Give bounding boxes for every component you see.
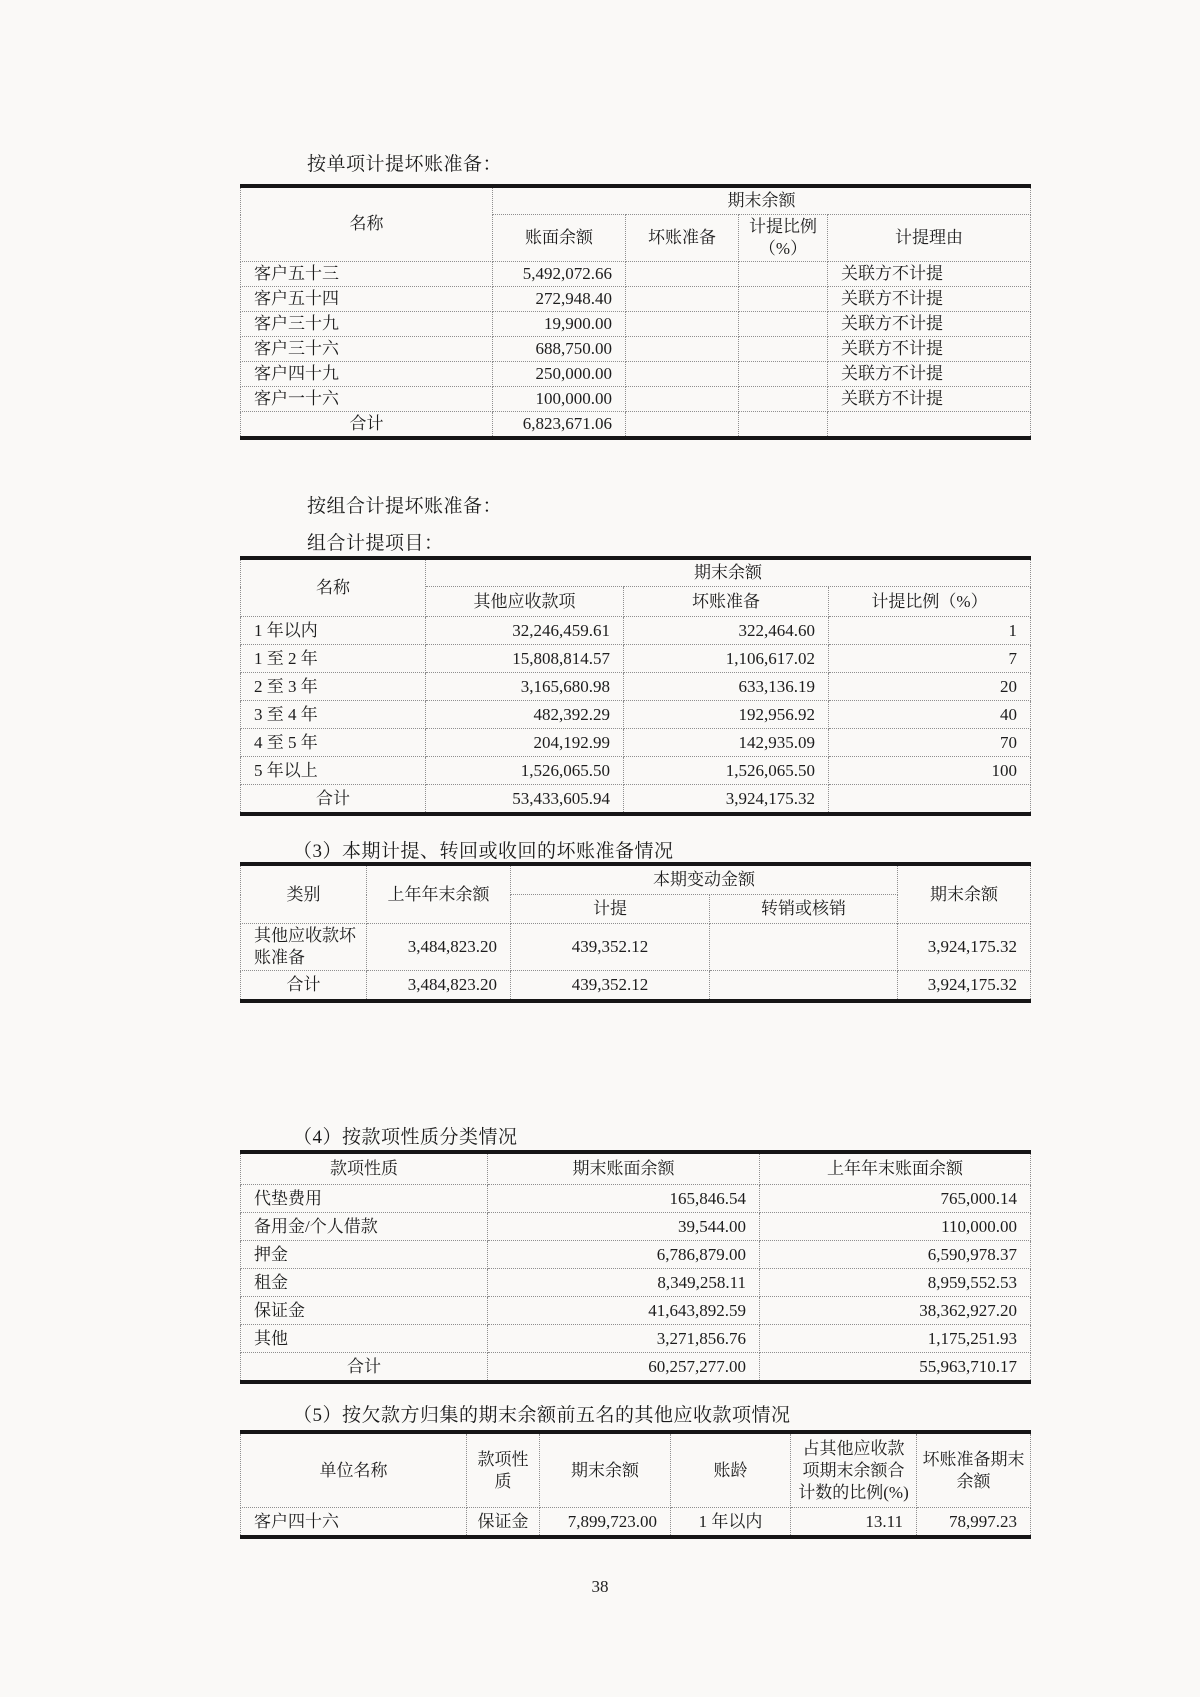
table-cell	[739, 336, 828, 361]
table-cell: 20	[829, 673, 1031, 701]
column-header-ending-book-balance: 期末账面余额	[488, 1152, 760, 1185]
table-cell: 39,544.00	[488, 1213, 760, 1241]
table-row	[241, 361, 1031, 386]
table-cell	[626, 336, 739, 361]
table-cell: 110,000.00	[760, 1213, 1031, 1241]
top-five-debtors-table	[240, 1430, 1031, 1539]
section-title-provision-movement: （3）本期计提、转回或收回的坏账准备情况	[293, 841, 674, 862]
table-cell: 322,464.60	[624, 617, 829, 645]
table-row	[241, 970, 1031, 1001]
column-header-prior-year-balance: 上年年末余额	[367, 864, 511, 924]
table-cell: 19,900.00	[493, 311, 626, 336]
table-cell: 60,257,277.00	[488, 1353, 760, 1383]
column-header-category: 类别	[241, 864, 367, 924]
column-header-accrual: 计提	[511, 895, 710, 924]
table-row	[241, 311, 1031, 336]
table-row	[241, 645, 1031, 673]
table-cell: 3,924,175.32	[898, 970, 1031, 1001]
table-cell	[739, 286, 828, 311]
table-row	[241, 1213, 1031, 1241]
table-cell: 272,948.40	[493, 286, 626, 311]
table-row	[241, 1325, 1031, 1353]
table-cell: 3,271,856.76	[488, 1325, 760, 1353]
table-cell: 租金	[241, 1269, 488, 1297]
table-cell	[739, 311, 828, 336]
table-cell: 13.11	[791, 1508, 917, 1538]
table-cell: 关联方不计提	[828, 286, 1031, 311]
table-cell	[739, 361, 828, 386]
column-header-nature: 款项性质	[467, 1432, 540, 1508]
column-header-bad-debt-provision: 坏账准备	[626, 215, 739, 262]
table-cell: 3,484,823.20	[367, 970, 511, 1001]
table-cell	[626, 311, 739, 336]
column-header-unit-name: 单位名称	[241, 1432, 467, 1508]
table-cell: 41,643,892.59	[488, 1297, 760, 1325]
table-header	[241, 1432, 1031, 1508]
table-header-row	[241, 186, 1031, 215]
table-row	[241, 701, 1031, 729]
table-cell: 3,924,175.32	[898, 924, 1031, 971]
table-header-row	[241, 1152, 1031, 1185]
table-cell: 合计	[241, 411, 493, 438]
column-header-provision-ratio: 计提比例（%）	[829, 587, 1031, 617]
table-cell: 7	[829, 645, 1031, 673]
table-row	[241, 785, 1031, 815]
section-title-top-five-debtors: （5）按欠款方归集的期末余额前五名的其他应收款项情况	[293, 1405, 791, 1426]
table-row	[241, 1297, 1031, 1325]
table-cell: 客户四十六	[241, 1508, 467, 1538]
table-cell	[626, 286, 739, 311]
table-cell: 15,808,814.57	[426, 645, 624, 673]
table-row	[241, 261, 1031, 286]
table-row	[241, 286, 1031, 311]
table-row	[241, 924, 1031, 971]
table-row	[241, 411, 1031, 438]
table-body	[241, 924, 1031, 1001]
table-cell: 7,899,723.00	[540, 1508, 671, 1538]
section-subtitle-portfolio-items: 组合计提项目：	[307, 533, 444, 554]
table-cell: 439,352.12	[511, 924, 710, 971]
classification-by-nature-table	[240, 1150, 1031, 1384]
table-cell: 5 年以上	[241, 757, 426, 785]
table-cell: 备用金/个人借款	[241, 1213, 488, 1241]
column-header-ending-balance: 期末余额	[540, 1432, 671, 1508]
column-header-bad-debt-provision: 坏账准备	[624, 587, 829, 617]
table-header-row	[241, 864, 1031, 895]
table-body	[241, 1508, 1031, 1538]
table-cell: 客户五十三	[241, 261, 493, 286]
table-cell: 6,786,879.00	[488, 1241, 760, 1269]
column-header-aging: 账龄	[671, 1432, 791, 1508]
table-cell: 3,165,680.98	[426, 673, 624, 701]
page-number: 38	[591, 1577, 609, 1596]
table-cell: 5,492,072.66	[493, 261, 626, 286]
column-header-ending-balance: 期末余额	[898, 864, 1031, 924]
column-header-provision-ratio: 计提比例（%）	[739, 215, 828, 262]
table-cell	[739, 386, 828, 411]
table-cell: 1,106,617.02	[624, 645, 829, 673]
table-cell: 1 年以内	[671, 1508, 791, 1538]
table-cell: 客户五十四	[241, 286, 493, 311]
column-header-prior-year-book-balance: 上年年末账面余额	[760, 1152, 1031, 1185]
table-cell: 250,000.00	[493, 361, 626, 386]
table-cell: 4 至 5 年	[241, 729, 426, 757]
table-row	[241, 757, 1031, 785]
table-cell: 保证金	[467, 1508, 540, 1538]
table-row	[241, 336, 1031, 361]
table-cell: 其他应收款坏账准备	[241, 924, 367, 971]
table-cell: 765,000.14	[760, 1185, 1031, 1213]
column-header-book-balance: 账面余额	[493, 215, 626, 262]
column-header-writeoff: 转销或核销	[710, 895, 898, 924]
table-cell: 192,956.92	[624, 701, 829, 729]
table-row	[241, 729, 1031, 757]
table-cell: 1 年以内	[241, 617, 426, 645]
table-cell: 保证金	[241, 1297, 488, 1325]
table-cell: 合计	[241, 970, 367, 1001]
table-header	[241, 864, 1031, 924]
table-cell: 1	[829, 617, 1031, 645]
table-cell	[739, 261, 828, 286]
provision-movement-table	[240, 862, 1031, 1003]
table-cell: 78,997.23	[917, 1508, 1031, 1538]
column-header-provision-reason: 计提理由	[828, 215, 1031, 262]
table-body	[241, 261, 1031, 438]
table-row	[241, 1185, 1031, 1213]
column-group-header-ending-balance: 期末余额	[426, 558, 1031, 587]
column-header-nature: 款项性质	[241, 1152, 488, 1185]
table-cell: 关联方不计提	[828, 386, 1031, 411]
table-cell	[828, 411, 1031, 438]
table-cell: 关联方不计提	[828, 261, 1031, 286]
table-cell: 客户三十九	[241, 311, 493, 336]
table-cell: 押金	[241, 1241, 488, 1269]
table-cell	[739, 411, 828, 438]
table-cell: 2 至 3 年	[241, 673, 426, 701]
table-cell	[626, 386, 739, 411]
section-title-individual-provision: 按单项计提坏账准备：	[307, 154, 503, 175]
table-cell: 关联方不计提	[828, 311, 1031, 336]
column-header-other-receivables: 其他应收款项	[426, 587, 624, 617]
table-cell: 6,590,978.37	[760, 1241, 1031, 1269]
table-cell	[626, 411, 739, 438]
table-cell	[829, 785, 1031, 815]
portfolio-provision-table	[240, 556, 1031, 816]
table-cell: 其他	[241, 1325, 488, 1353]
table-row	[241, 617, 1031, 645]
table-cell: 客户三十六	[241, 336, 493, 361]
table-cell: 3 至 4 年	[241, 701, 426, 729]
table-header-row	[241, 558, 1031, 587]
table-cell: 165,846.54	[488, 1185, 760, 1213]
column-group-header-ending-balance: 期末余额	[493, 186, 1031, 215]
table-cell	[626, 261, 739, 286]
table-cell: 38,362,927.20	[760, 1297, 1031, 1325]
table-cell	[626, 361, 739, 386]
table-cell: 3,924,175.32	[624, 785, 829, 815]
table-cell: 482,392.29	[426, 701, 624, 729]
table-cell: 439,352.12	[511, 970, 710, 1001]
column-header-name: 名称	[241, 186, 493, 261]
table-cell: 688,750.00	[493, 336, 626, 361]
table-cell: 6,823,671.06	[493, 411, 626, 438]
table-cell: 1,526,065.50	[624, 757, 829, 785]
table-body	[241, 1185, 1031, 1383]
table-row	[241, 673, 1031, 701]
table-cell: 1 至 2 年	[241, 645, 426, 673]
table-cell: 8,349,258.11	[488, 1269, 760, 1297]
table-header-row	[241, 1432, 1031, 1508]
table-cell: 8,959,552.53	[760, 1269, 1031, 1297]
table-cell: 204,192.99	[426, 729, 624, 757]
individual-provision-table	[240, 184, 1031, 440]
table-cell: 100,000.00	[493, 386, 626, 411]
table-cell: 142,935.09	[624, 729, 829, 757]
table-row	[241, 1269, 1031, 1297]
column-header-provision-ending-balance: 坏账准备期末余额	[917, 1432, 1031, 1508]
table-cell: 633,136.19	[624, 673, 829, 701]
table-cell: 70	[829, 729, 1031, 757]
table-cell: 客户四十九	[241, 361, 493, 386]
column-group-header-current-movement: 本期变动金额	[511, 864, 898, 895]
table-cell: 代垫费用	[241, 1185, 488, 1213]
table-row	[241, 1241, 1031, 1269]
table-cell: 合计	[241, 785, 426, 815]
table-cell: 关联方不计提	[828, 336, 1031, 361]
table-row	[241, 386, 1031, 411]
table-cell: 100	[829, 757, 1031, 785]
section-title-portfolio-provision: 按组合计提坏账准备：	[307, 496, 503, 517]
table-header	[241, 186, 1031, 261]
table-header	[241, 1152, 1031, 1185]
table-cell: 53,433,605.94	[426, 785, 624, 815]
table-cell: 55,963,710.17	[760, 1353, 1031, 1383]
table-cell: 1,175,251.93	[760, 1325, 1031, 1353]
table-cell: 32,246,459.61	[426, 617, 624, 645]
table-body	[241, 617, 1031, 815]
table-cell: 1,526,065.50	[426, 757, 624, 785]
table-cell	[710, 924, 898, 971]
table-row	[241, 1508, 1031, 1538]
table-cell: 40	[829, 701, 1031, 729]
table-cell: 3,484,823.20	[367, 924, 511, 971]
table-cell: 关联方不计提	[828, 361, 1031, 386]
table-cell: 客户一十六	[241, 386, 493, 411]
table-row	[241, 1353, 1031, 1383]
table-cell	[710, 970, 898, 1001]
column-header-ratio-of-total: 占其他应收款项期末余额合计数的比例(%)	[791, 1432, 917, 1508]
section-title-classification-by-nature: （4）按款项性质分类情况	[293, 1127, 518, 1148]
table-header	[241, 558, 1031, 617]
table-cell: 合计	[241, 1353, 488, 1383]
column-header-name: 名称	[241, 558, 426, 617]
